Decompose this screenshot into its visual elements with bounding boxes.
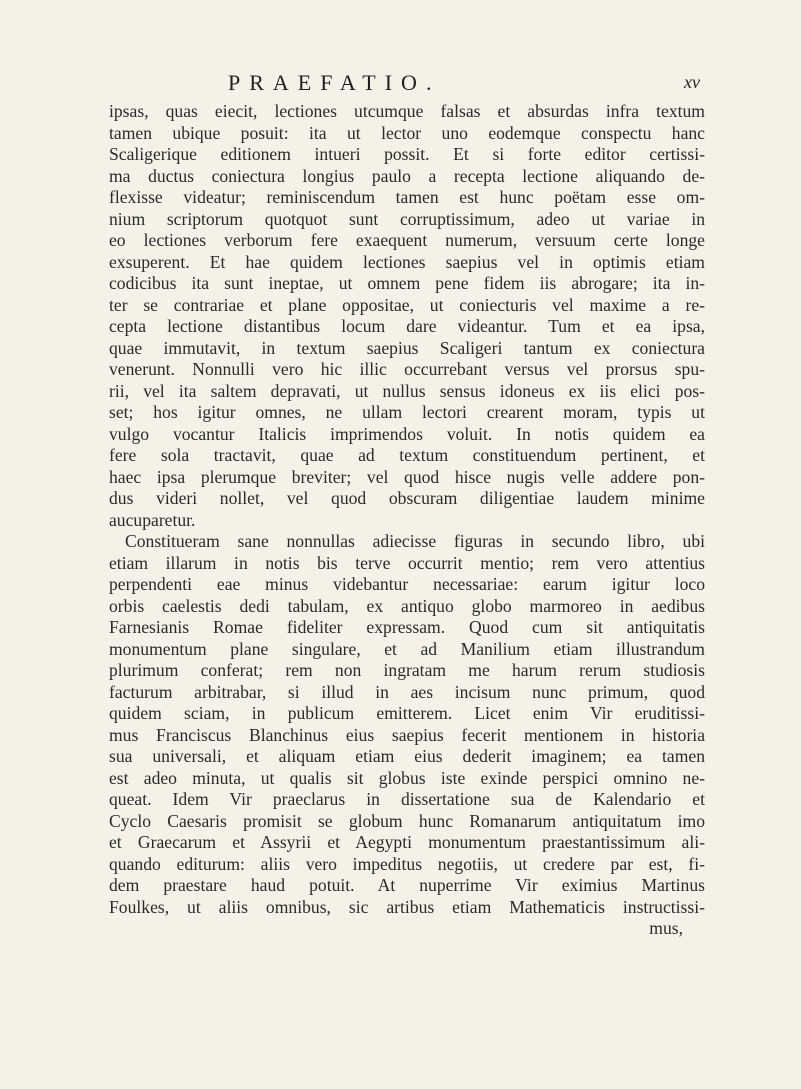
page-number: xv bbox=[684, 72, 700, 92]
text-line: set; hos igitur omnes, ne ullam lectori crearent moram, typis ut bbox=[109, 402, 705, 422]
paragraph bbox=[109, 101, 705, 531]
text-line: quae immutavit, in textum saepius Scaligeri tantum ex coniectura bbox=[109, 337, 705, 358]
text-line: haec ipsa plerumque breviter; vel quod hisce nugis velle addere pon- bbox=[109, 466, 705, 487]
text-line: dem praestare haud potuit. At nuperrime Vir eximius Martinus bbox=[109, 875, 705, 895]
text-line: etiam illarum in notis bis terve occurrit mentio; rem vero attentius bbox=[109, 552, 705, 573]
text-line: et Graecarum et Assyrii et Aegypti monumentum praestantissimum ali- bbox=[109, 832, 705, 852]
text-line: quando editurum: aliis vero impeditus negotiis, ut credere par est, fi- bbox=[109, 853, 705, 874]
text-line: tamen ubique posuit: ita ut lector uno eodemque conspectu hanc bbox=[109, 122, 705, 143]
text-line: ipsas, quas eiecit, lectiones utcumque falsas et absurdas infra textum bbox=[109, 101, 705, 121]
text-line: vulgo vocantur Italicis imprimendos voluit. In notis quidem ea bbox=[109, 423, 705, 444]
text-line: ter se contrariae et plane oppositae, ut coniecturis vel maxime a re- bbox=[109, 294, 705, 315]
text-line: codicibus ita sunt ineptae, ut omnem pene fidem iis abrogare; ita in- bbox=[109, 273, 705, 293]
text-line: plurimum conferat; rem non ingratam me harum rerum studiosis bbox=[109, 660, 705, 680]
text-line: eo lectiones verborum fere exaequent numerum, versuum certe longe bbox=[109, 230, 705, 250]
text-line: facturum arbitrabar, si illud in aes incisum nunc primum, quod bbox=[109, 681, 705, 702]
running-header bbox=[110, 70, 700, 100]
text-line: quidem sciam, in publicum emitterem. Licet enim Vir eruditissi- bbox=[109, 703, 705, 723]
text-line: dus videri nollet, vel quod obscuram diligentiae laudem minime bbox=[109, 488, 705, 508]
body-text bbox=[109, 101, 705, 940]
text-line: Farnesianis Romae fideliter expressam. Quod cum sit antiquitatis bbox=[109, 617, 705, 637]
running-title: PRAEFATIO. bbox=[228, 70, 441, 95]
text-line: Constitueram sane nonnullas adiecisse figuras in secundo libro, ubi bbox=[125, 531, 705, 551]
text-line: venerunt. Nonnulli vero hic illic occurrebant versus vel prorsus spu- bbox=[109, 359, 705, 379]
text-line: rii, vel ita saltem depravati, ut nullus sensus idoneus ex iis elici pos- bbox=[109, 380, 705, 401]
text-line: queat. Idem Vir praeclarus in dissertatione sua de Kalendario et bbox=[109, 789, 705, 809]
text-line: exsuperent. Et hae quidem lectiones saepius vel in optimis etiam bbox=[109, 251, 705, 272]
text-line: Scaligerique editionem intueri possit. Et si forte editor certissi- bbox=[109, 144, 705, 164]
text-line: cepta lectione distantibus locum dare videantur. Tum et ea ipsa, bbox=[109, 316, 705, 336]
text-line: fere sola tractavit, quae ad textum constituendum pertinent, et bbox=[109, 445, 705, 465]
text-line: perpendenti eae minus videbantur necessariae: earum igitur loco bbox=[109, 574, 705, 594]
text-line: ma ductus coniectura longius paulo a recepta lectione aliquando de- bbox=[109, 165, 705, 186]
text-line: Cyclo Caesaris promisit se globum hunc Romanarum antiquitatum imo bbox=[109, 810, 705, 831]
text-line: Foulkes, ut aliis omnibus, sic artibus etiam Mathematicis instructissi- bbox=[109, 896, 705, 917]
text-line: aucuparetur. bbox=[109, 509, 196, 530]
text-line: sua universali, et aliquam etiam eius dederit imaginem; ea tamen bbox=[109, 746, 705, 766]
text-line: monumentum plane singulare, et ad Manilium etiam illustrandum bbox=[109, 638, 705, 659]
paragraph bbox=[109, 531, 705, 918]
text-line: mus Franciscus Blanchinus eius saepius fecerit mentionem in historia bbox=[109, 724, 705, 745]
text-line: nium scriptorum quotquot sunt corruptissimum, adeo ut variae in bbox=[109, 208, 705, 229]
text-line: orbis caelestis dedi tabulam, ex antiquo globo marmoreo in aedibus bbox=[109, 595, 705, 616]
text-line: flexisse videatur; reminiscendum tamen est hunc poëtam esse om- bbox=[109, 187, 705, 207]
text-line: est adeo minuta, ut qualis sit globus iste exinde perspici omnino ne- bbox=[109, 767, 705, 788]
catchword: mus, bbox=[649, 918, 683, 938]
